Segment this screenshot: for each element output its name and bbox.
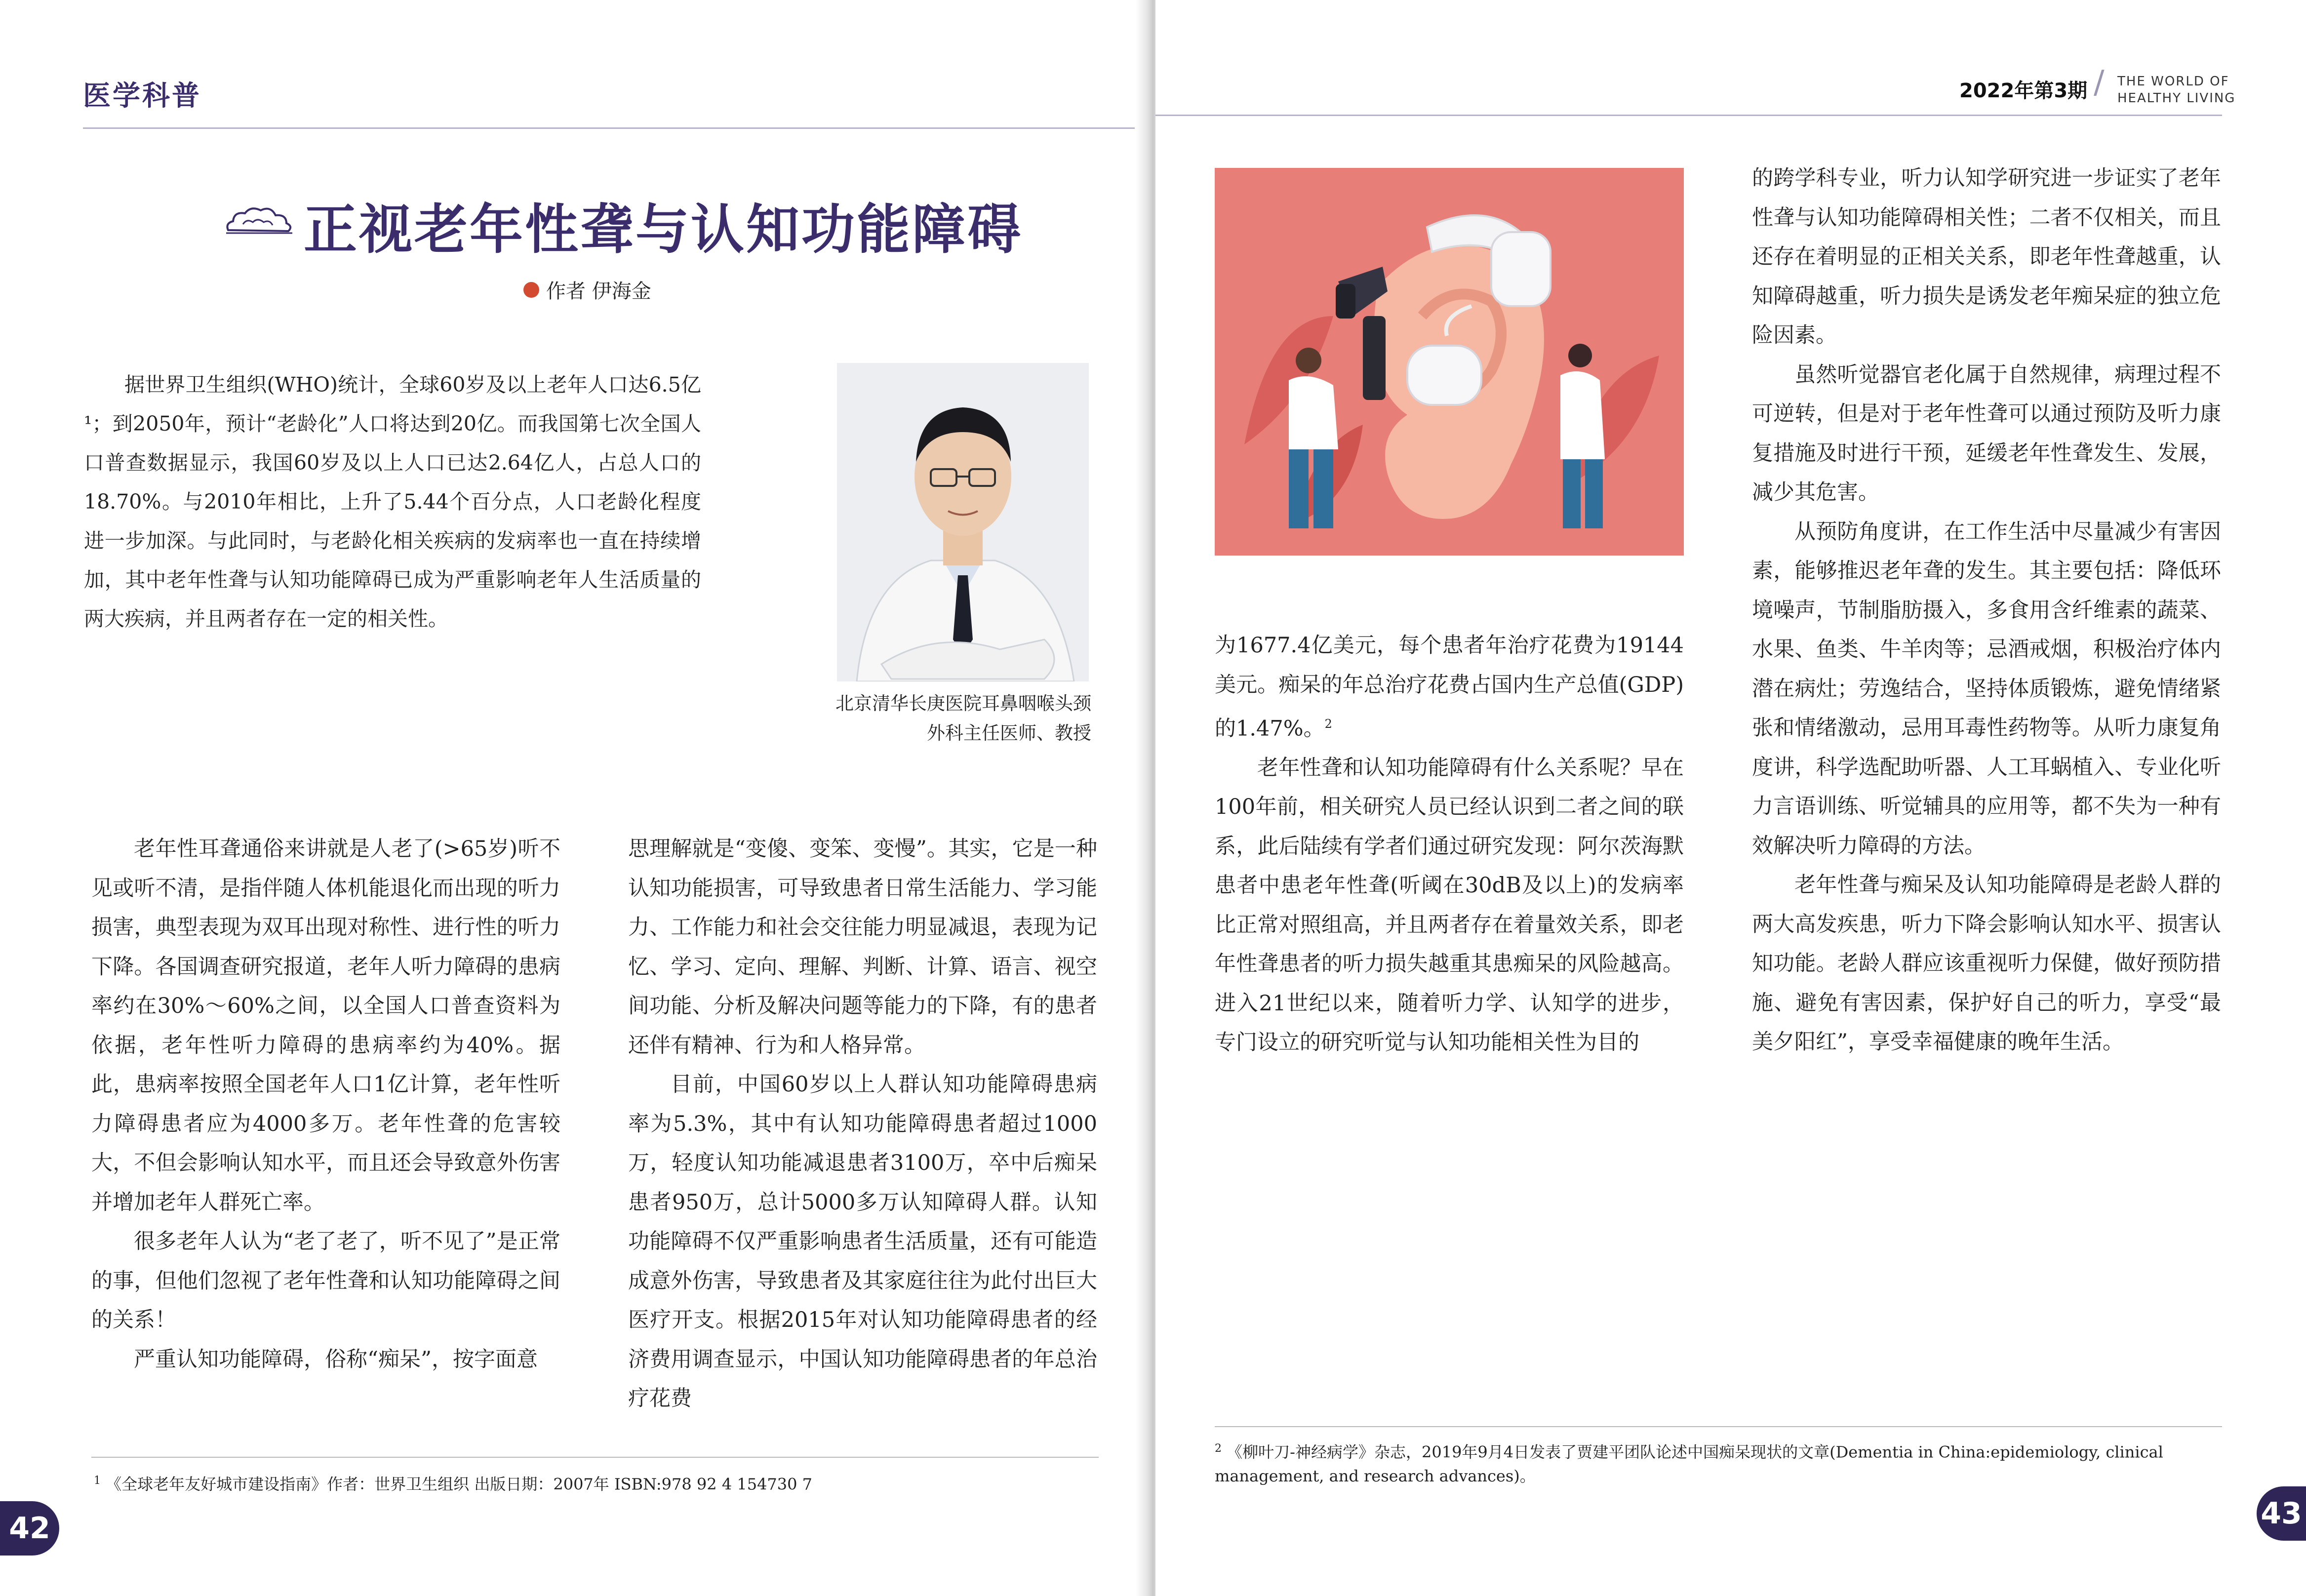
column-1 — [91, 830, 560, 1379]
paragraph: 目前，中国60岁以上人群认知功能障碍患病率为5.3%，其中有认知功能障碍患者超过1000万，轻度认知功能减退患者3100万，卒中后痴呆患者950万，总计5000多万认知障碍人群。认知功能障碍不仅严重影响患者生活质量，还有可能造成意外伤害，导致患者及其家庭往往为此付出巨大医疗开支。根据2015年对认知功能障碍患者的经济费用调查显示，中国认知功能障碍患者的年总治疗花费 — [628, 1072, 1097, 1411]
masthead-line-1: THE WORLD OF — [2117, 74, 2229, 89]
masthead-line-2: HEALTHY LIVING — [2117, 91, 2236, 106]
paragraph: 老年性耳聋通俗来讲就是人老了(>65岁)听不见或听不清，是指伴随人体机能退化而出现的听力损害，典型表现为双耳出现对称性、进行性的听力下降。各国调查研究报道，老年人听力障碍的患病率约在30%～60%之间，以全国人口普查资料为依据，老年性听力障碍的患病率约为40%。据此，患病率按照全国老年人口1亿计算，老年性听力障碍患者应为4000多万。老年性聋的危害较大，不但会影响认知水平，而且还会导致意外伤害并增加老年人群死亡率。 — [91, 837, 560, 1215]
column-4 — [1752, 159, 2221, 1062]
footnote-text: 《全球老年友好城市建设指南》作者：世界卫生组织 出版日期：2007年 ISBN:978 92 4 154730 7 — [106, 1475, 813, 1494]
caption-line-2: 外科主任医师、教授 — [927, 722, 1091, 744]
author-bullet-icon — [523, 282, 539, 298]
header-rule — [83, 127, 1135, 129]
paragraph — [1215, 626, 1684, 749]
footnote-rule — [91, 1457, 1099, 1458]
footnote-marker: 1 — [94, 1475, 101, 1487]
column-3 — [1215, 626, 1684, 1063]
column-2 — [628, 830, 1097, 1419]
paragraph: 严重认知功能障碍，俗称“痴呆”，按字面意 — [134, 1347, 538, 1372]
author-photo — [837, 363, 1089, 681]
paragraph: 从预防角度讲，在工作生活中尽量减少有害因素，能够推迟老年聋的发生。其主要包括：降低环境噪声，节制脂肪摄入，多食用含纤维素的蔬菜、水果、鱼类、牛羊肉等；忌酒戒烟，积极治疗体内潜在病灶；劳逸结合，坚持体质锻炼，避免情绪紧张和情绪激动，忌用耳毒性药物等。从听力康复角度讲，科学选配助听器、人工耳蜗植入、专业化听力言语训练、听觉辅具的应用等，都不失为一种有效解决听力障碍的方法。 — [1752, 519, 2221, 858]
footnote-marker: 2 — [1215, 1442, 1222, 1455]
article-title: 正视老年性聋与认知功能障碍 — [304, 199, 1023, 261]
masthead-text — [2117, 73, 2235, 107]
footnote-rule — [1215, 1426, 2222, 1427]
paragraph: 的跨学科专业，听力认知学研究进一步证实了老年性聋与认知功能障碍相关性；二者不仅相关，而且还存在着明显的正相关关系，即老年性聋越重，认知障碍越重，听力损失是诱发老年痴呆症的独立危险因素。 — [1752, 166, 2221, 348]
paragraph: 老年性聋和认知功能障碍有什么关系呢？早在100年前，相关研究人员已经认识到二者之间的联系，此后陆续有学者们通过研究发现：阿尔茨海默患者中患老年性聋(听阈在30dB及以上)的发病率比正常对照组高，并且两者存在着量效关系，即老年性聋患者的听力损失越重其患痴呆的风险越高。进入21世纪以来，随着听力学、认知学的进步，专门设立的研究听觉与认知功能相关性为目的 — [1215, 755, 1684, 1055]
header-slash: / — [2094, 64, 2105, 101]
illustration-doctors-ear — [1215, 168, 1684, 556]
paragraph: 思理解就是“变傻、变笨、变慢”。其实，它是一种认知功能损害，可导致患者日常生活能力、学习能力、工作能力和社会交往能力明显减退，表现为记忆、学习、定向、理解、判断、计算、语言、视空间功能、分析及解决问题等能力的下降，有的患者还伴有精神、行为和人格异常。 — [628, 837, 1097, 1058]
cloud-ornament-icon — [223, 202, 296, 238]
paragraph: 老年性聋与痴呆及认知功能障碍是老龄人群的两大高发疾患，听力下降会影响认知水平、损害认知功能。老龄人群应该重视听力保健，做好预防措施、避免有害因素，保护好自己的听力，享受“最美夕阳红”，享受幸福健康的晚年生活。 — [1752, 873, 2221, 1054]
paragraph: 虽然听觉器官老化属于自然规律，病理过程不可逆转，但是对于老年性聋可以通过预防及听力康复措施及时进行干预，延缓老年性聋发生、发展，减少其危害。 — [1752, 362, 2221, 505]
author-name: 作者 伊海金 — [546, 280, 651, 303]
author-line — [523, 276, 651, 304]
photo-caption — [775, 689, 1091, 748]
footnote-ref: 2 — [1324, 717, 1332, 731]
footnote-1 — [94, 1469, 1096, 1496]
intro-paragraph: 据世界卫生组织(WHO)统计，全球60岁及以上老年人口达6.5亿¹；到2050年，预计“老龄化”人口将达到20亿。而我国第七次全国人口普查数据显示，我国60岁及以上人口已达2.64亿人，占总人口的18.70%。与2010年相比，上升了5.44个百分点，人口老龄化程度进一步加深。与此同时，与老龄化相关疾病的发病率也一直在持续增加，其中老年性聋与认知功能障碍已成为严重影响老年人生活质量的两大疾病，并且两者存在一定的相关性。 — [84, 373, 701, 631]
issue-label: 2022年第3期 — [1959, 80, 2088, 102]
caption-line-1: 北京清华长庚医院耳鼻咽喉头颈 — [835, 693, 1091, 714]
section-label: 医学科普 — [83, 80, 201, 112]
paragraph: 很多老年人认为“老了老了，听不见了”是正常的事，但他们忽视了老年性聋和认知功能障碍之间的关系！ — [91, 1229, 560, 1332]
header-rule — [1155, 115, 2222, 116]
left-page — [0, 0, 1145, 1596]
footnote-2 — [1215, 1437, 2222, 1488]
paragraph-text: 为1677.4亿美元，每个患者年治疗花费为19144美元。痴呆的年总治疗花费占国内生产总值(GDP)的1.47%。 — [1215, 633, 1684, 741]
footnote-text: 《柳叶刀-神经病学》杂志，2019年9月4日发表了贾建平团队论述中国痴呆现状的文章(Dementia in China:epidemiology, clinical management, and research advances)。 — [1215, 1442, 2163, 1485]
page-number: 42 — [0, 1501, 59, 1556]
page-number: 43 — [2257, 1486, 2306, 1541]
right-page — [1155, 0, 2306, 1596]
